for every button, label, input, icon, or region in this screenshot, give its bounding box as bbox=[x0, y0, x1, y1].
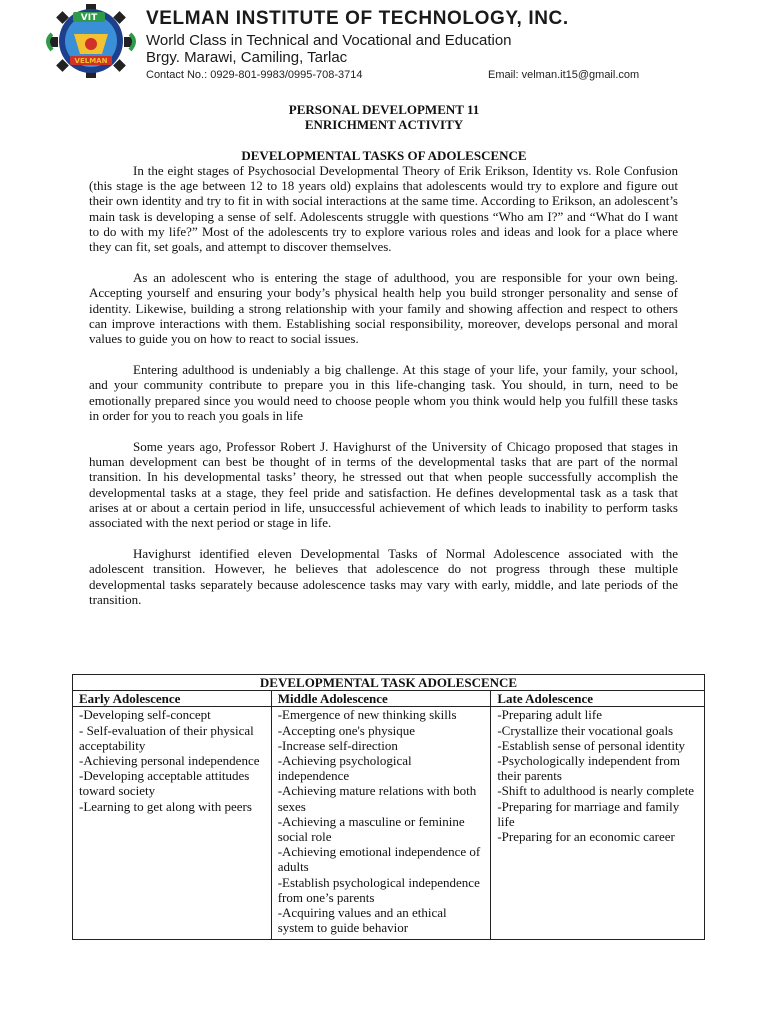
paragraph-2: As an adolescent who is entering the stage of adulthood, you are responsible for your own being. Accepting yourself and ensuring your body’s physical health help you build stronger personality and sense of identity. Likewise, building a strong relationship with your family and showing affection and respect to others can improve interactions with them. Establishing social responsibility, moreover, develops personal and moral values to guide you on how to react to social issues. bbox=[89, 270, 678, 347]
col-heading-early: Early Adolescence bbox=[73, 691, 272, 707]
letterhead-text bbox=[146, 6, 746, 82]
table-caption-row bbox=[73, 675, 705, 691]
list-item: -Crystallize their vocational goals bbox=[497, 722, 674, 738]
developmental-tasks-table bbox=[72, 674, 705, 940]
list-item: -Preparing for marriage and family life bbox=[497, 798, 680, 829]
list-item: -Preparing for an economic career bbox=[497, 829, 675, 845]
early-task-list bbox=[79, 707, 265, 813]
middle-task-list bbox=[278, 707, 485, 935]
col-heading-middle: Middle Adolescence bbox=[271, 691, 491, 707]
late-adolescence-cell bbox=[491, 707, 705, 940]
logo-text-bottom: VELMAN bbox=[74, 57, 108, 65]
list-item: -Learning to get along with peers bbox=[79, 798, 252, 814]
late-task-list bbox=[497, 707, 698, 844]
list-item: -Accepting one's physique bbox=[277, 722, 416, 738]
col-heading-late: Late Adolescence bbox=[491, 691, 705, 707]
body-text bbox=[89, 163, 678, 607]
topic-title: DEVELOPMENTAL TASKS OF ADOLESCENCE bbox=[241, 148, 527, 163]
early-adolescence-cell bbox=[73, 707, 272, 940]
paragraph-3: Entering adulthood is undeniably a big challenge. At this stage of your life, your family, your school, and your community contribute to prepare you in this life-changing task. You should, in turn, need to be emotionally prepared since you would need to choose people whom you think would help you fulfill these tasks in order for you to reach you goals in life bbox=[89, 362, 678, 423]
list-item: -Acquiring values and an ethical system to guide behavior bbox=[277, 905, 447, 936]
paragraph-1: In the eight stages of Psychosocial Developmental Theory of Erik Erikson, Identity vs. Role Confusion (this stage is the age between 12 to 18 years old) explains that adolescents would try to explore and figure out their own identity and try to fit in with social interactions at the same time. According to Erikson, an adolescent’s main task is developing a sense of self. Adolescents struggle with questions “Who am I?” and “What do I want to do with my life?” Most of the adolescents try to explore various roles and ideas and look for a place where they can fit, set goals, and attempt to discover themselves. bbox=[89, 163, 678, 255]
list-item: -Achieving emotional independence of adults bbox=[277, 844, 481, 875]
list-item: -Developing self-concept bbox=[79, 707, 211, 723]
activity-titles bbox=[80, 102, 688, 132]
list-item: -Establish psychological independence from one’s parents bbox=[277, 874, 480, 905]
paragraph-4: Some years ago, Professor Robert J. Havighurst of the University of Chicago proposed that stages in human development can best be thought of in terms of the developmental tasks that are part of the normal transition. In his developmental tasks’ theory, he stressed out that when people successfully accomplish the developmental tasks at a stage, they feel pride and satisfaction. He defines developmental task as a task that arises at or about a certain period in life, unsuccessful achievement of which leads to inability to perform tasks associated with the next period or stage in life. bbox=[89, 439, 678, 531]
list-item: -Achieving a masculine or feminine social role bbox=[277, 813, 465, 845]
list-item: -Achieving psychological independence bbox=[277, 753, 412, 784]
list-item: -Preparing adult life bbox=[497, 707, 602, 723]
logo-text-top: VIT bbox=[80, 13, 98, 23]
list-item: -Emergence of new thinking skills bbox=[277, 707, 457, 723]
list-item: -Achieving mature relations with both sexes bbox=[277, 783, 477, 814]
list-item: -Psychologically independent from their parents bbox=[497, 753, 680, 784]
table-row bbox=[73, 707, 705, 940]
table-caption: DEVELOPMENTAL TASK ADOLESCENCE bbox=[73, 675, 705, 691]
letterhead bbox=[40, 4, 740, 80]
institute-logo bbox=[40, 4, 140, 78]
institute-address: Brgy. Marawi, Camiling, Tarlac bbox=[146, 49, 348, 66]
subject-title: PERSONAL DEVELOPMENT 11 bbox=[288, 102, 480, 117]
contact-row bbox=[146, 68, 746, 82]
contact-numbers: Contact No.: 0929-801-9983/0995-708-3714 bbox=[146, 69, 363, 81]
institute-name: VELMAN INSTITUTE OF TECHNOLOGY, INC. bbox=[146, 8, 569, 29]
list-item: -Establish sense of personal identity bbox=[497, 737, 686, 753]
middle-adolescence-cell bbox=[271, 707, 491, 940]
list-item: - Self-evaluation of their physical acceptability bbox=[79, 722, 254, 753]
list-item: -Achieving personal independence bbox=[79, 753, 260, 769]
table-header-row bbox=[73, 691, 705, 707]
list-item: -Shift to adulthood is nearly complete bbox=[497, 783, 695, 799]
paragraph-5: Havighurst identified eleven Developmental Tasks of Normal Adolescence associated with the adolescent transition. However, he believes that adolescence do not progress through these multiple developmental tasks separately because adolescence tasks may vary with early, middle, and late periods of the transition. bbox=[89, 546, 678, 607]
contact-email: Email: velman.it15@gmail.com bbox=[488, 69, 640, 81]
list-item: -Developing acceptable attitudes toward society bbox=[79, 768, 250, 799]
activity-title: ENRICHMENT ACTIVITY bbox=[304, 117, 464, 132]
list-item: -Increase self-direction bbox=[277, 737, 398, 753]
institute-tagline: World Class in Technical and Vocational and Education bbox=[146, 32, 512, 49]
